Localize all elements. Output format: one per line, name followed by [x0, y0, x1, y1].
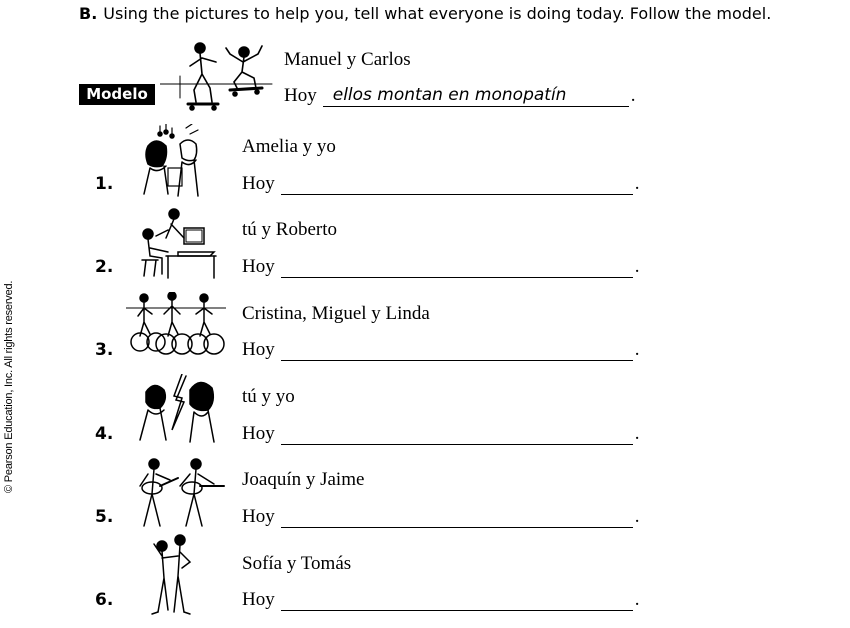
model-answer: ellos montan en monopatín [332, 85, 567, 105]
instruction-text: Using the pictures to help you, tell what everyone is doing today. Follow the model. [103, 4, 772, 23]
item-hoy-line [242, 172, 639, 195]
hoy-prefix: Hoy [284, 85, 317, 106]
period: . [634, 256, 640, 277]
answer-line [281, 422, 633, 445]
dancing-couple-picture [148, 534, 198, 616]
item-number: 3. [95, 340, 114, 360]
item-subject: tú y Roberto [242, 219, 337, 240]
period: . [630, 85, 636, 106]
item-subject: Cristina, Miguel y Linda [242, 303, 430, 324]
item-subject: tú y yo [242, 386, 295, 407]
item-number: 1. [95, 174, 114, 194]
model-subject: Manuel y Carlos [284, 49, 411, 70]
hoy-prefix: Hoy [242, 173, 275, 194]
singing-girls-picture [138, 124, 218, 200]
item-subject: Joaquín y Jaime [242, 469, 365, 490]
item-hoy-line [242, 505, 639, 528]
item-number: 4. [95, 424, 114, 444]
period: . [634, 423, 640, 444]
guitar-players-picture [134, 456, 230, 528]
item-number: 6. [95, 590, 114, 610]
answer-line [281, 172, 633, 195]
item-number: 2. [95, 257, 114, 277]
item-hoy-line [242, 338, 639, 361]
model-answer-line [323, 84, 629, 107]
item-hoy-line [242, 422, 639, 445]
period: . [634, 506, 640, 527]
period: . [634, 339, 640, 360]
cyclists-picture [126, 292, 226, 360]
item-subject: Sofía y Tomás [242, 553, 352, 574]
hoy-prefix: Hoy [242, 339, 275, 360]
computer-users-picture [138, 208, 218, 284]
answer-line [281, 588, 633, 611]
hoy-prefix: Hoy [242, 506, 275, 527]
hoy-prefix: Hoy [242, 589, 275, 610]
period: . [634, 589, 640, 610]
hoy-prefix: Hoy [242, 423, 275, 444]
period: . [634, 173, 640, 194]
answer-line [281, 338, 633, 361]
section-letter: B. [79, 4, 98, 23]
skateboarders-picture [160, 40, 275, 112]
item-subject: Amelia y yo [242, 136, 336, 157]
instructions [79, 4, 839, 23]
answer-line [281, 255, 633, 278]
modelo-label: Modelo [79, 84, 155, 105]
item-hoy-line [242, 255, 639, 278]
item-number: 5. [95, 507, 114, 527]
phone-call-picture [136, 374, 220, 446]
answer-line [281, 505, 633, 528]
model-hoy-line [284, 84, 635, 107]
hoy-prefix: Hoy [242, 256, 275, 277]
item-hoy-line [242, 588, 639, 611]
copyright-notice: © Pearson Education, Inc. All rights reserved. [3, 280, 15, 493]
